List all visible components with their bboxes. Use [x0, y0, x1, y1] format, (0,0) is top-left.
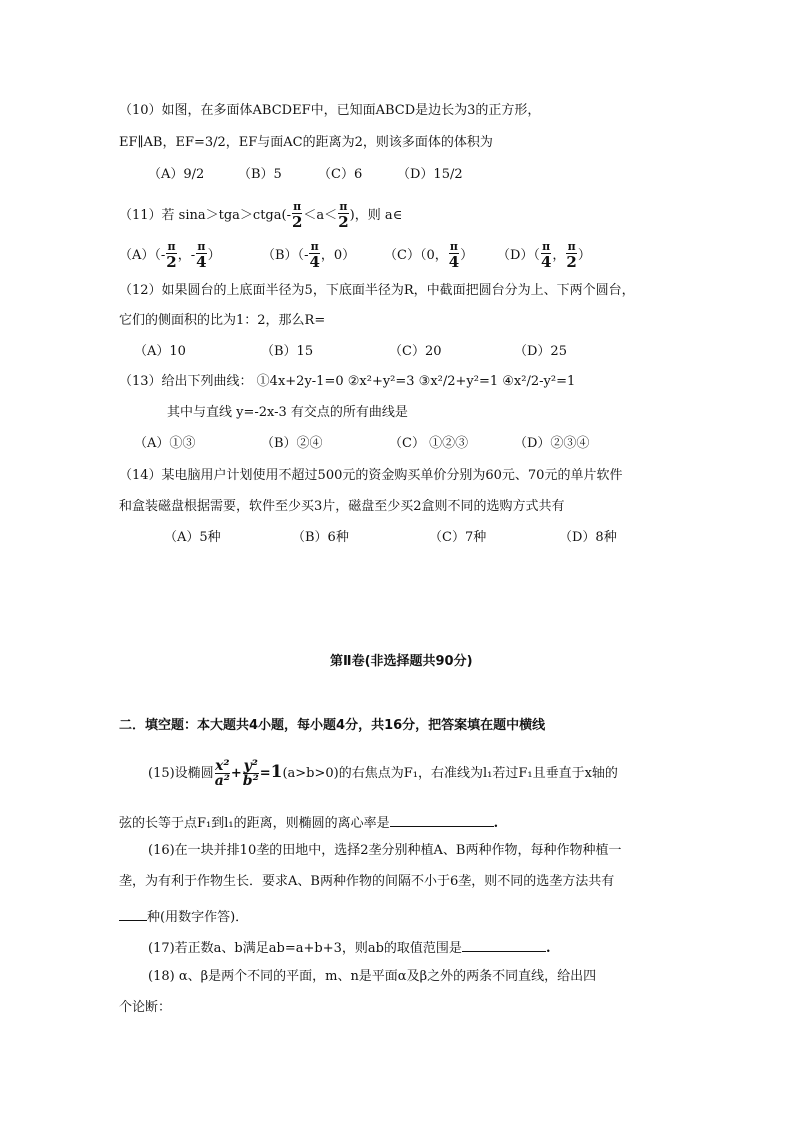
q12-line2: 它们的侧面积的比为1：2，那么R= [119, 313, 326, 328]
q17-answer-blank[interactable] [462, 937, 546, 952]
q14-line1: （14）某电脑用户计划使用不超过500元的资金购买单价分别为60元、70元的单片软件 [119, 468, 623, 483]
q10-option-c: （C）6 [318, 167, 363, 182]
q15-line1: (15)设椭圆 $\frac{\text{x²}}{\text{a²}}$ + $\frac{\text{y²}}{\text{b²}}$ =1(a>b>0)的右焦点为F₁，右准线为l₁若过F₁且垂直于x轴的 [148, 758, 618, 789]
q12-option-b: （B）15 [261, 344, 314, 359]
q13-line2: 其中与直线 y=-2x-3 有交点的所有曲线是 [167, 405, 408, 420]
q15-y2-over-b2: $\frac{\text{y²}}{\text{b²}}$ [242, 758, 259, 789]
q10-line1: （10）如图，在多面体ABCDEF中，已知面ABCD是边长为3的正方形， [119, 103, 541, 118]
q11-mid: ＜a＜ [303, 208, 338, 223]
q12-option-c: （C）20 [389, 344, 442, 359]
q15-answer-blank[interactable] [390, 812, 494, 827]
q10-line2: EF∥AB，EF=3/2，EF与面AC的距离为2，则该多面体的体积为 [119, 135, 493, 150]
q12-line1: （12）如果圆台的上底面半径为5，下底面半径为R，中截面把圆台分为上、下两个圆台， [119, 283, 635, 298]
q12-option-a: （A）10 [134, 344, 186, 359]
q11-option-d: （D）（ $\frac{\pi}{4}$ ， $\frac{\pi}{2}$ ） [497, 240, 591, 271]
q11-stem [119, 196, 402, 236]
q14-option-d: （D）8种 [559, 530, 617, 545]
q10-option-d: （D）15/2 [397, 167, 463, 182]
q16-line3: 种(用数字作答)． [119, 906, 248, 926]
q14-option-b: （B）6种 [292, 530, 349, 545]
q17-line: (17)若正数a、b满足ab=a+b+3，则ab的取值范围是 . [148, 937, 550, 957]
q15-line2: 弦的长等于点F₁到l₁的距离，则椭圆的离心率是 . [119, 812, 498, 832]
part2-title: 第Ⅱ卷(非选择题共90分) [330, 654, 473, 669]
q13-option-b: （B）②④ [261, 436, 323, 451]
q10-option-b: （B）5 [238, 167, 282, 182]
q13-option-c: （C） ①②③ [389, 436, 469, 451]
q16-line2: 垄，为有利于作物生长．要求A、B两种作物的间隔不小于6垄，则不同的选垄方法共有 [119, 874, 615, 889]
q18-line2: 个论断： [119, 1000, 172, 1015]
q11-option-a: （A）（- $\frac{\pi}{2}$ ，- $\frac{\pi}{4}$ ） [119, 240, 221, 271]
q14-option-a: （A）5种 [164, 530, 221, 545]
q11-option-c: （C）（0， $\frac{\pi}{4}$ ） [384, 240, 474, 271]
section-heading: 二．填空题：本大题共4小题，每小题4分，共16分，把答案填在题中横线 [119, 718, 546, 733]
q16-answer-blank[interactable] [119, 906, 147, 921]
q15-x2-over-a2: $\frac{\text{x²}}{\text{a²}}$ [214, 758, 230, 789]
q16-line1: (16)在一块并排10垄的田地中，选择2垄分别种植A、B两种作物，每种作物种植一 [148, 843, 622, 858]
q14-option-c: （C）7种 [429, 530, 487, 545]
q13-option-d: （D）②③④ [514, 436, 590, 451]
q11-frac-pi-over-2-left: $\frac{\pi}{2}$ [291, 200, 303, 231]
q11-lead: （11）若 sina＞tga＞ctga( [119, 208, 287, 223]
q13-line1: （13）给出下列曲线： ①4x+2y-1=0 ②x²+y²=3 ③x²/2+y²=1 ④x²/2-y²=1 [119, 374, 576, 389]
q10-option-a: （A）9/2 [148, 167, 205, 182]
q11-minus: - [286, 208, 291, 223]
q13-option-a: （A）①③ [134, 436, 196, 451]
q14-line2: 和盒装磁盘根据需要，软件至少买3片，磁盘至少买2盒则不同的选购方式共有 [119, 499, 565, 514]
q11-frac-pi-over-2-right: $\frac{\pi}{2}$ [338, 200, 349, 231]
q11-tail: )，则 a∈ [349, 208, 403, 223]
q12-option-d: （D）25 [514, 344, 567, 359]
q11-option-b: （B）（- $\frac{\pi}{4}$ ，0） [262, 240, 356, 271]
q18-line1: (18) α、β是两个不同的平面，m、n是平面α及β之外的两条不同直线，给出四 [148, 969, 597, 984]
